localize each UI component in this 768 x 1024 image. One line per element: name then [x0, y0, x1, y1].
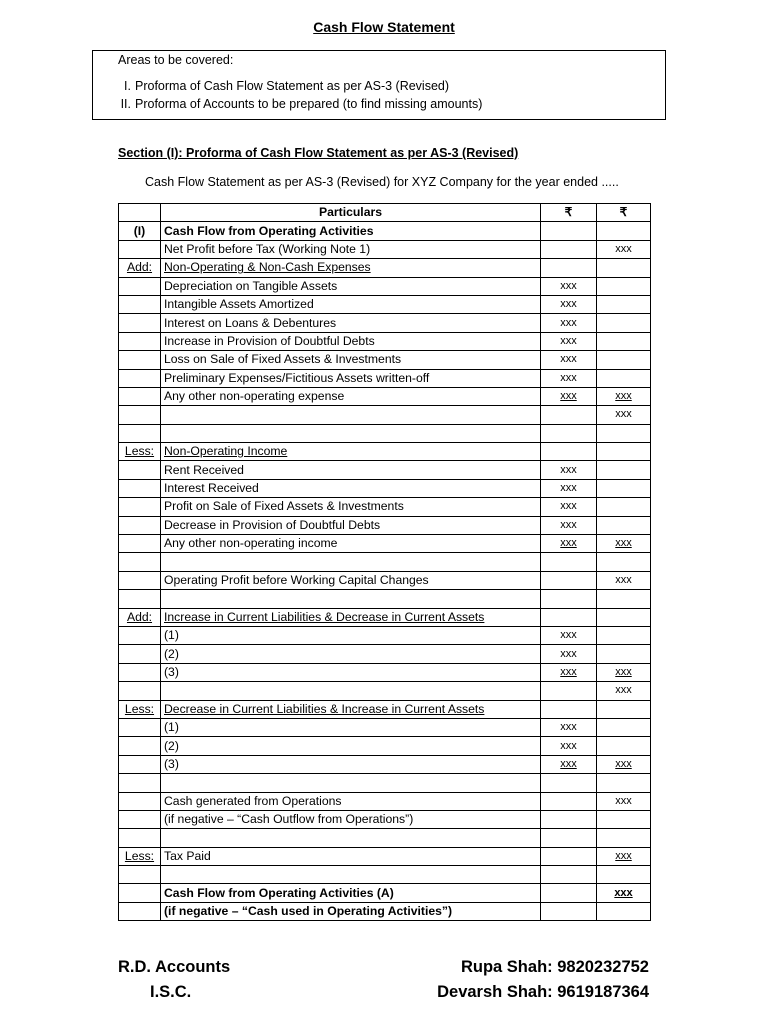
areas-box — [92, 50, 666, 120]
table-cell — [597, 369, 651, 387]
table-row — [119, 682, 651, 700]
table-cell — [119, 590, 161, 608]
table-cell: (1) — [161, 718, 541, 736]
table-cell — [597, 718, 651, 736]
table-cell — [119, 810, 161, 828]
table-cell: (if negative – “Cash Outflow from Operations”) — [161, 810, 541, 828]
table-cell: xxx — [597, 406, 651, 424]
table-header-row — [119, 204, 651, 222]
table-row — [119, 866, 651, 884]
table-cell: Preliminary Expenses/Fictitious Assets written-off — [161, 369, 541, 387]
table-cell — [597, 590, 651, 608]
footer-contact-2: Devarsh Shah: 9619187364 — [437, 983, 649, 1001]
table-cell — [161, 829, 541, 847]
table-cell: xxx — [541, 295, 597, 313]
table-cell: (3) — [161, 755, 541, 773]
table-cell: xxx — [541, 498, 597, 516]
table-cell — [597, 314, 651, 332]
header-cell: ₹ — [597, 204, 651, 222]
table-cell: xxx — [597, 884, 651, 902]
table-cell: (I) — [119, 222, 161, 240]
table-row — [119, 443, 651, 461]
table-row — [119, 847, 651, 865]
table-cell — [597, 608, 651, 626]
table-row — [119, 645, 651, 663]
table-cell — [119, 884, 161, 902]
table-cell: xxx — [597, 847, 651, 865]
table-cell: Profit on Sale of Fixed Assets & Investments — [161, 498, 541, 516]
table-cell — [119, 479, 161, 497]
table-cell: xxx — [541, 332, 597, 350]
table-cell — [597, 700, 651, 718]
table-row — [119, 295, 651, 313]
footer-company: R.D. Accounts — [118, 958, 231, 976]
table-cell — [597, 774, 651, 792]
table-cell: xxx — [597, 535, 651, 553]
table-cell — [119, 369, 161, 387]
table-cell — [597, 222, 651, 240]
table-cell — [541, 240, 597, 258]
table-cell: Any other non-operating expense — [161, 387, 541, 405]
table-cell: xxx — [541, 516, 597, 534]
table-cell: Cash generated from Operations — [161, 792, 541, 810]
table-cell: xxx — [541, 535, 597, 553]
table-cell — [597, 424, 651, 442]
table-row — [119, 571, 651, 589]
table-cell — [541, 774, 597, 792]
table-cell: xxx — [597, 755, 651, 773]
table-cell — [541, 884, 597, 902]
table-cell — [541, 571, 597, 589]
table-cell: (2) — [161, 737, 541, 755]
table-cell: xxx — [541, 755, 597, 773]
table-cell: Add: — [119, 259, 161, 277]
table-cell — [597, 461, 651, 479]
header-cell: ₹ — [541, 204, 597, 222]
table-row — [119, 553, 651, 571]
header-cell — [119, 204, 161, 222]
table-row — [119, 498, 651, 516]
table-cell: Operating Profit before Working Capital Changes — [161, 571, 541, 589]
table-cell: xxx — [597, 240, 651, 258]
table-row — [119, 240, 651, 258]
table-cell — [597, 645, 651, 663]
table-row — [119, 259, 651, 277]
table-cell — [119, 498, 161, 516]
table-cell — [597, 443, 651, 461]
table-cell: xxx — [541, 479, 597, 497]
cash-flow-table — [118, 203, 651, 921]
table-cell: Cash Flow from Operating Activities (A) — [161, 884, 541, 902]
table-row — [119, 718, 651, 736]
table-row — [119, 884, 651, 902]
table-cell — [119, 866, 161, 884]
table-cell — [161, 774, 541, 792]
table-cell: xxx — [597, 571, 651, 589]
table-cell — [161, 682, 541, 700]
table-cell: xxx — [541, 387, 597, 405]
table-cell: Rent Received — [161, 461, 541, 479]
table-cell: Any other non-operating income — [161, 535, 541, 553]
table-cell: xxx — [541, 645, 597, 663]
table-cell: xxx — [541, 369, 597, 387]
table-cell — [597, 737, 651, 755]
table-cell — [119, 332, 161, 350]
table-cell — [161, 866, 541, 884]
table-row — [119, 516, 651, 534]
table-cell — [541, 847, 597, 865]
table-cell — [597, 332, 651, 350]
table-row — [119, 663, 651, 681]
table-row — [119, 755, 651, 773]
table-cell — [119, 682, 161, 700]
table-cell: xxx — [541, 718, 597, 736]
table-cell: xxx — [597, 682, 651, 700]
table-cell — [597, 259, 651, 277]
table-cell — [597, 295, 651, 313]
table-cell — [119, 718, 161, 736]
table-cell: (1) — [161, 626, 541, 644]
table-cell — [597, 516, 651, 534]
table-cell — [119, 755, 161, 773]
table-cell: Decrease in Provision of Doubtful Debts — [161, 516, 541, 534]
table-cell — [597, 553, 651, 571]
table-cell — [119, 645, 161, 663]
table-row — [119, 461, 651, 479]
table-row — [119, 700, 651, 718]
table-cell: Decrease in Current Liabilities & Increase in Current Assets — [161, 700, 541, 718]
table-cell: xxx — [597, 792, 651, 810]
table-cell — [541, 259, 597, 277]
table-cell — [119, 461, 161, 479]
table-cell: Intangible Assets Amortized — [161, 295, 541, 313]
table-cell — [597, 626, 651, 644]
table-cell — [597, 277, 651, 295]
table-cell: xxx — [541, 663, 597, 681]
table-row — [119, 314, 651, 332]
table-row — [119, 277, 651, 295]
table-cell — [119, 314, 161, 332]
table-cell: Increase in Provision of Doubtful Debts — [161, 332, 541, 350]
table-cell — [541, 810, 597, 828]
table-cell: xxx — [541, 461, 597, 479]
table-cell — [119, 240, 161, 258]
table-cell: Depreciation on Tangible Assets — [161, 277, 541, 295]
table-cell: xxx — [541, 737, 597, 755]
table-cell: Tax Paid — [161, 847, 541, 865]
table-cell — [161, 406, 541, 424]
table-cell: (if negative – “Cash used in Operating Activities”) — [161, 902, 541, 920]
table-cell — [119, 387, 161, 405]
table-cell — [119, 406, 161, 424]
table-row — [119, 590, 651, 608]
table-cell: Net Profit before Tax (Working Note 1) — [161, 240, 541, 258]
table-cell — [119, 902, 161, 920]
areas-heading: Areas to be covered: — [118, 53, 234, 67]
table-cell — [541, 902, 597, 920]
table-cell — [161, 553, 541, 571]
table-row — [119, 387, 651, 405]
table-cell — [541, 829, 597, 847]
table-cell — [597, 829, 651, 847]
table-row — [119, 406, 651, 424]
table-cell — [119, 737, 161, 755]
table-cell: Less: — [119, 700, 161, 718]
table-row — [119, 535, 651, 553]
table-cell: Add: — [119, 608, 161, 626]
table-cell — [541, 406, 597, 424]
table-cell: Less: — [119, 443, 161, 461]
table-cell: xxx — [597, 663, 651, 681]
table-cell: xxx — [541, 314, 597, 332]
table-cell — [119, 424, 161, 442]
statement-title: Cash Flow Statement as per AS-3 (Revised) for XYZ Company for the year ended ..... — [145, 175, 619, 189]
table-row — [119, 810, 651, 828]
table-cell — [541, 700, 597, 718]
table-cell: Cash Flow from Operating Activities — [161, 222, 541, 240]
table-row — [119, 902, 651, 920]
table-cell — [119, 535, 161, 553]
table-row — [119, 479, 651, 497]
table-cell — [119, 626, 161, 644]
areas-item: I. Proforma of Cash Flow Statement as per AS-3 (Revised) — [124, 79, 450, 93]
table-row — [119, 608, 651, 626]
table-cell: (2) — [161, 645, 541, 663]
table-cell — [119, 792, 161, 810]
table-row — [119, 626, 651, 644]
table-cell: Non-Operating & Non-Cash Expenses — [161, 259, 541, 277]
table-row — [119, 332, 651, 350]
table-cell — [541, 590, 597, 608]
header-cell: Particulars — [161, 204, 541, 222]
table-row — [119, 829, 651, 847]
table-row — [119, 351, 651, 369]
table-cell — [597, 810, 651, 828]
footer-college: I.S.C. — [150, 983, 192, 1001]
table-cell — [119, 774, 161, 792]
table-cell — [119, 277, 161, 295]
section-heading: Section (I): Proforma of Cash Flow Statement as per AS-3 (Revised) — [118, 146, 519, 160]
table-cell: Non-Operating Income — [161, 443, 541, 461]
table-row — [119, 222, 651, 240]
table-cell — [541, 866, 597, 884]
table-cell — [541, 222, 597, 240]
table-cell — [541, 792, 597, 810]
table-cell: xxx — [597, 387, 651, 405]
table-cell — [541, 443, 597, 461]
table-cell — [597, 498, 651, 516]
table-cell — [597, 866, 651, 884]
table-cell: xxx — [541, 351, 597, 369]
table-cell — [161, 590, 541, 608]
table-cell: Less: — [119, 847, 161, 865]
table-cell — [119, 663, 161, 681]
table-cell — [119, 351, 161, 369]
table-cell: xxx — [541, 626, 597, 644]
table-cell: Interest on Loans & Debentures — [161, 314, 541, 332]
table-cell — [161, 424, 541, 442]
areas-item: II. Proforma of Accounts to be prepared (to find missing amounts) — [120, 97, 483, 111]
table-cell — [597, 902, 651, 920]
table-row — [119, 369, 651, 387]
table-row — [119, 774, 651, 792]
table-cell — [119, 295, 161, 313]
table-row — [119, 792, 651, 810]
table-cell — [119, 516, 161, 534]
table-cell: xxx — [541, 277, 597, 295]
table-cell — [541, 553, 597, 571]
table-row — [119, 424, 651, 442]
table-cell — [541, 682, 597, 700]
table-cell — [119, 829, 161, 847]
table-cell — [119, 553, 161, 571]
table-cell: Increase in Current Liabilities & Decrease in Current Assets — [161, 608, 541, 626]
table-cell — [541, 424, 597, 442]
table-cell — [541, 608, 597, 626]
table-row — [119, 737, 651, 755]
table-cell — [597, 351, 651, 369]
table-cell: Interest Received — [161, 479, 541, 497]
table-cell: (3) — [161, 663, 541, 681]
footer-contact-1: Rupa Shah: 9820232752 — [460, 958, 649, 976]
table-cell — [597, 479, 651, 497]
table-cell — [119, 571, 161, 589]
table-cell: Loss on Sale of Fixed Assets & Investments — [161, 351, 541, 369]
document-title: Cash Flow Statement — [313, 19, 455, 35]
